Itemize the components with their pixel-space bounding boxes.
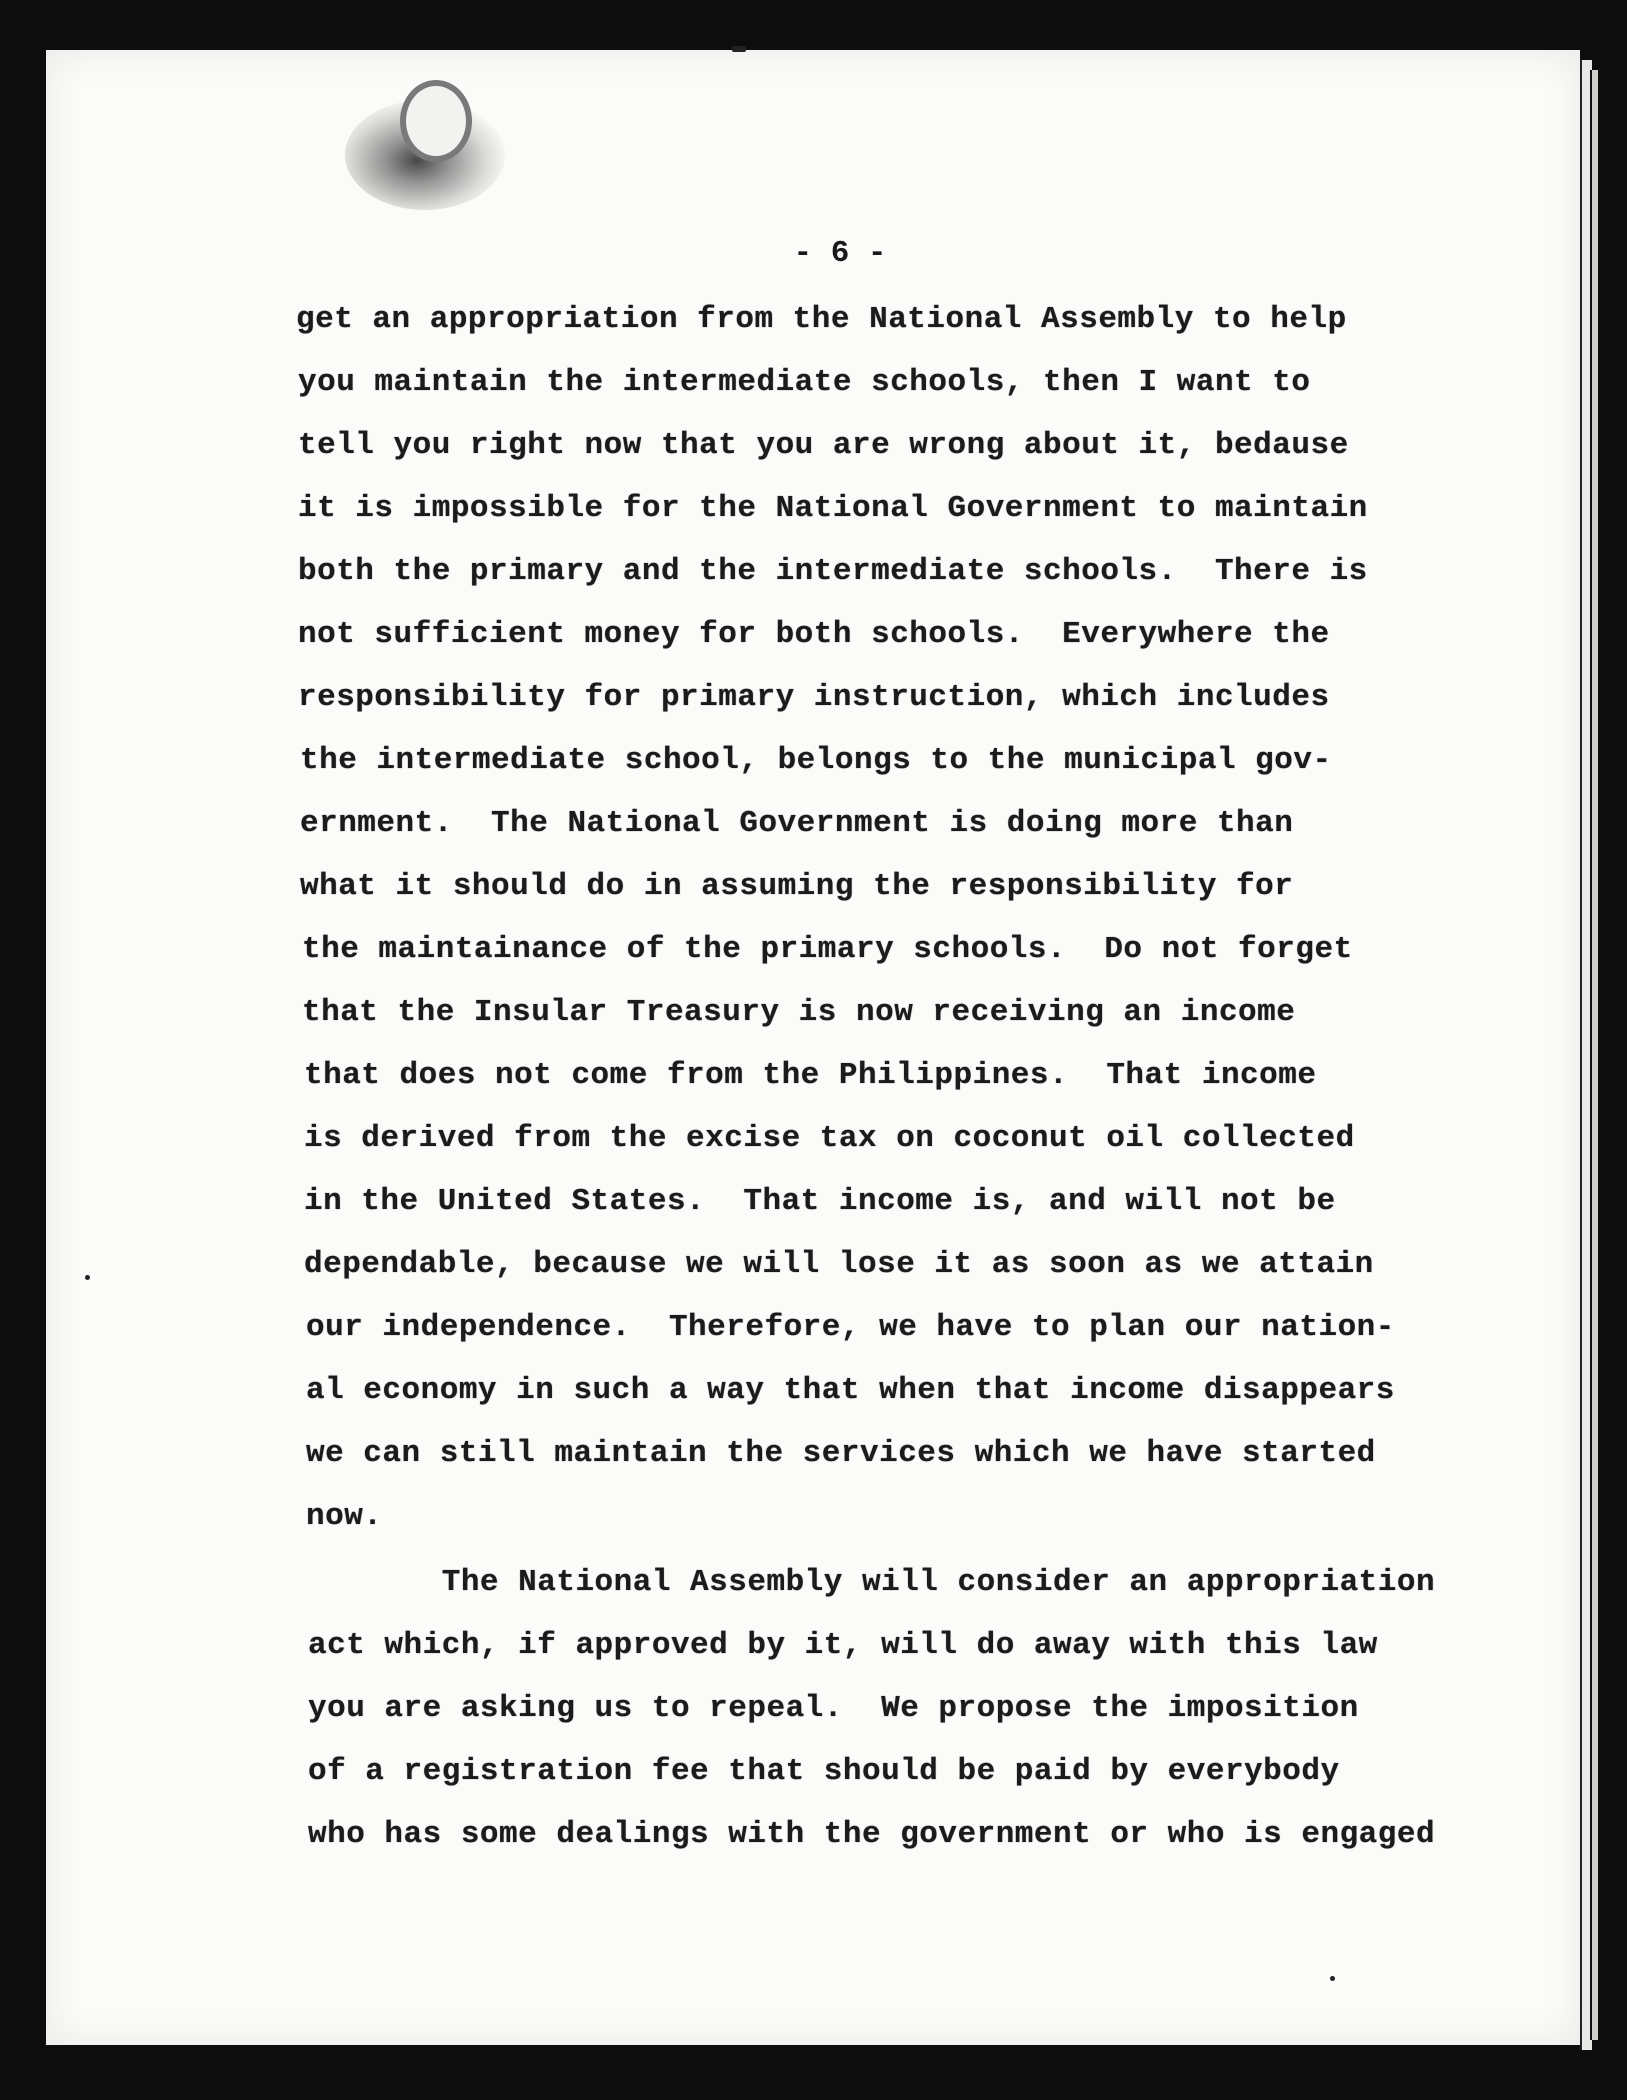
text-line: ernment. The National Government is doing more than [300, 806, 1294, 841]
text-line: both the primary and the intermediate schools. There is [298, 554, 1368, 589]
text-line: that does not come from the Philippines. That income [304, 1058, 1317, 1093]
text-line: not sufficient money for both schools. Everywhere the [298, 617, 1330, 652]
text-line: The National Assembly will consider an appropriation [308, 1565, 1436, 1600]
speck [85, 1275, 90, 1280]
text-line: our independence. Therefore, we have to plan our nation- [306, 1310, 1395, 1345]
text-line: it is impossible for the National Government to maintain [298, 491, 1368, 526]
text-line: now. [306, 1499, 383, 1534]
text-line: that the Insular Treasury is now receiving an income [302, 995, 1296, 1030]
text-line: is derived from the excise tax on coconut oil collected [304, 1121, 1355, 1156]
text-line: you are asking us to repeal. We propose the imposition [308, 1691, 1359, 1726]
text-line: al economy in such a way that when that income disappears [306, 1373, 1395, 1408]
text-line: tell you right now that you are wrong about it, bedause [298, 428, 1349, 463]
page-edge-shadow [1590, 70, 1598, 2040]
text-line: what it should do in assuming the responsibility for [300, 869, 1294, 904]
text-line: dependable, because we will lose it as soon as we attain [304, 1247, 1374, 1282]
document-page [46, 50, 1580, 2045]
text-line: act which, if approved by it, will do away with this law [308, 1628, 1378, 1663]
text-line: get an appropriation from the National Assembly to help [296, 302, 1347, 337]
text-line: you maintain the intermediate schools, then I want to [298, 365, 1311, 400]
text-line: who has some dealings with the government or who is engaged [308, 1817, 1436, 1852]
punch-hole [400, 80, 472, 162]
text-line: of a registration fee that should be paid by everybody [308, 1754, 1340, 1789]
speck [1330, 1976, 1335, 1981]
text-line: responsibility for primary instruction, which includes [298, 680, 1330, 715]
text-line: we can still maintain the services which we have started [306, 1436, 1376, 1471]
text-line: in the United States. That income is, and will not be [304, 1184, 1336, 1219]
speck [732, 46, 746, 52]
text-line: the maintainance of the primary schools. Do not forget [302, 932, 1353, 967]
text-line: the intermediate school, belongs to the municipal gov- [300, 743, 1332, 778]
page-number: - 6 - [793, 236, 887, 271]
